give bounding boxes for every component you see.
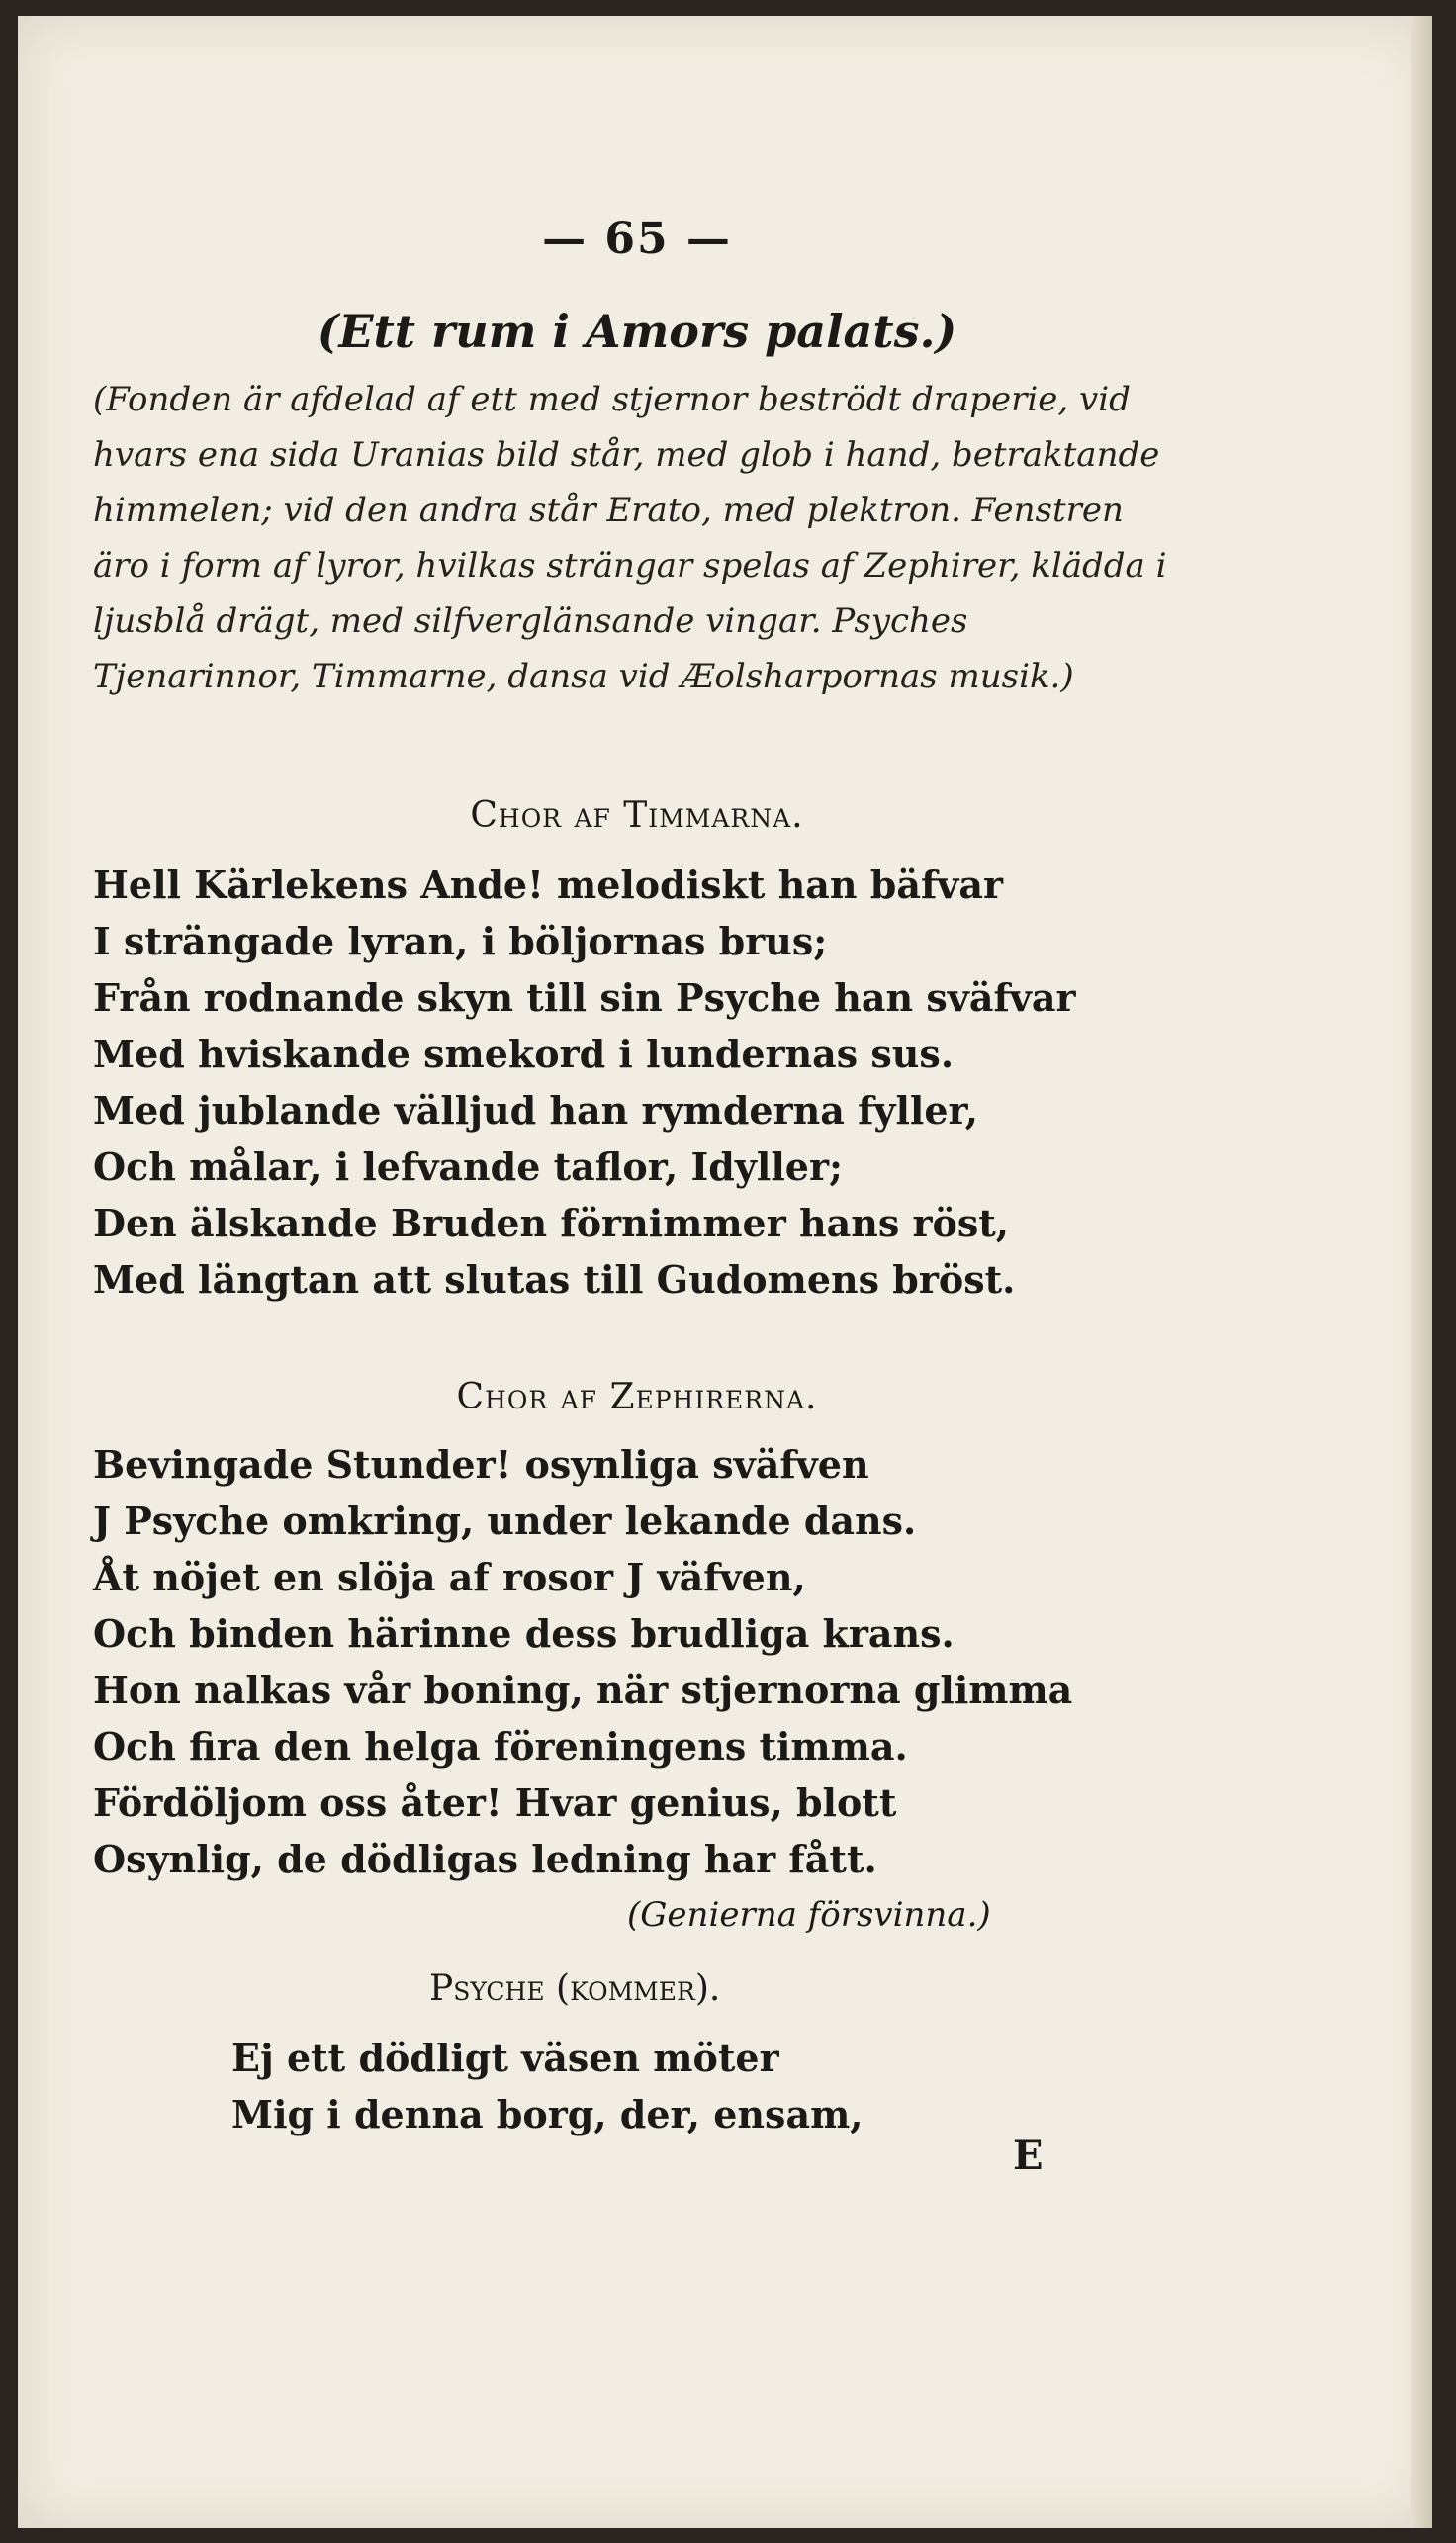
page-number: — 65 — [542,214,732,264]
psyche-verse [231,2030,864,2142]
verse-line: Fördöljom oss åter! Hvar genius, blott [93,1780,897,1825]
verse-line: J Psyche omkring, under lekande dans. [93,1499,917,1543]
verse-line: Bevingade Stunder! osynliga sväfven [93,1442,869,1487]
verse-line: Med jublande välljud han rymderna fyller, [93,1088,979,1133]
book-page [18,16,1432,2528]
verse-line: Och fira den helga föreningens timma. [93,1724,908,1769]
chorus1-heading: Chor af Timmarna. [470,795,804,836]
verse-line: Åt nöjet en slöja af rosor J väfven, [93,1555,806,1599]
psyche-heading: Psyche (kommer). [429,1968,721,2009]
verse-line: Med hviskande smekord i lundernas sus. [93,1032,955,1076]
signature-mark: E [1013,2133,1044,2179]
verse-line: Osynlig, de dödligas ledning har fått. [93,1837,877,1881]
verse-line: Från rodnande skyn till sin Psyche han sväfvar [93,975,1076,1020]
verse-line: Och binden härinne dess brudliga krans. [93,1611,955,1656]
verse-line: Hell Kärlekens Ande! melodiskt han bäfvar [93,863,1004,907]
chorus1-verse [93,857,1181,1308]
verse-line: Och målar, i lefvande taflor, Idyller; [93,1144,844,1189]
verse-line: I strängade lyran, i böljornas brus; [93,919,828,963]
verse-line: Hon nalkas vår boning, när stjernorna glimma [93,1668,1073,1712]
verse-line: Med längtan att slutas till Gudomens bröst. [93,1257,1016,1302]
chorus2-verse [93,1436,1181,1887]
verse-line: Ej ett dödligt väsen möter [231,2036,779,2080]
exit-direction: (Genierna försvinna.) [627,1895,991,1935]
stage-direction: (Fonden är afdelad af ett med stjernor beströdt draperie, vid hvars ena sida Uranias bild står, med glob i hand, betraktande himmelen; vid den andra står Erato, med plektron. Fenstren äro i form af lyror, hvilkas strängar spelas af Zephirer, klädda i ljusblå drägt, med silfverglänsande vingar. Psyches Tjenarinnor, Timmarne, dansa vid Æolsharpornas musik.) [93,380,1167,696]
chorus2-heading: Chor af Zephirerna. [456,1377,818,1417]
scene-title: (Ett rum i Amors palats.) [317,305,957,358]
verse-line: Mig i denna borg, der, ensam, [231,2092,864,2136]
verse-line: Den älskande Bruden förnimmer hans röst, [93,1201,1010,1245]
page-spine-edge [1410,16,1432,2528]
